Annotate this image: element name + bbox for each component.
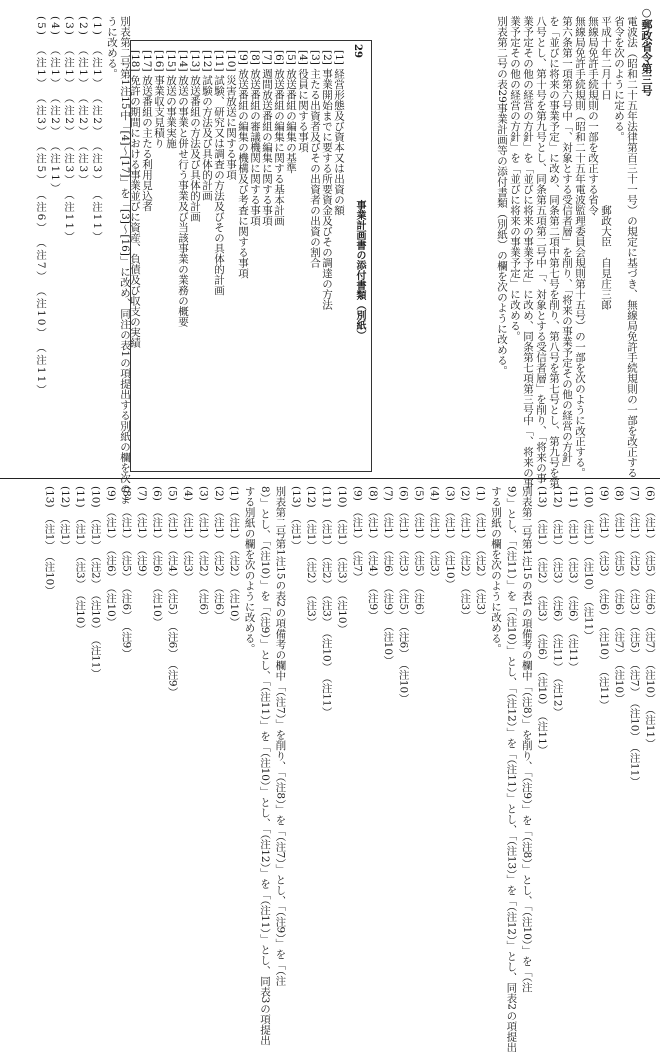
intro-line: 無線局免許手続規則の一部を改正する省令 <box>587 16 599 216</box>
form-item: [16] 事業収支見積り <box>153 50 165 149</box>
intro-line: 別表第二号の表29事業計画等の添付書類（別紙）の欄を次のように改める。 <box>496 16 508 376</box>
lower-line: (8) （注1） （注5） （注6） （注7） （注10） <box>613 486 626 704</box>
lower-line: (10) （注1） （注3） （注10） <box>336 486 348 635</box>
table-row: (5) （注1） （注3） （注5） （注6） （注7） （注10） （注11） <box>35 16 47 397</box>
lower-line: 別表第二号第1注15の表1の項備考の欄中「（注8）」を削り、「（注9）」を「（注8）」とし、「（注10）」を「（注 <box>520 486 533 993</box>
form-item: [4] 役員に関する事項 <box>297 50 309 153</box>
lower-line: (13) （注1） （注10） <box>43 486 56 596</box>
amend-line: 別表第二号第1注15中「[4]〜[17]」を「[3]〜[16]」に改め、同注の表1の項提出する別紙の欄を次のよ <box>119 16 131 505</box>
section-divider <box>0 478 660 479</box>
lower-line: (2) （注1） （注2） （注3） <box>459 486 472 621</box>
intro-line: 八号とし、第十号を第九号とし、同条第五項第二号中「、対象とする受信者層」を削り、「将来の事 <box>535 16 547 484</box>
lower-line: (13) （注1） （注2） （注3） （注6） （注10） （注11） <box>536 486 549 756</box>
lower-line: (2) （注1） （注2） （注6） <box>212 486 225 621</box>
form-item: [13] 放送番組の方法及び具体的計画 <box>189 50 201 222</box>
ordinance-header: ○郵政省令第三号 <box>640 6 653 96</box>
lower-line: (7) （注1） （注9） <box>135 486 148 583</box>
form-item: [12] 試験の方法及び具体的計画 <box>201 50 213 201</box>
intro-line: 第六条第一項第六号中「、対象とする受信者層」を削り、「将来の事業予定その他の経営の方針」 <box>561 16 573 473</box>
lower-line: (11) （注1） （注2） （注3） （注10） （注11） <box>320 486 333 718</box>
lower-line: (1) （注1） （注2） （注3） <box>474 486 487 621</box>
lower-line: (9) （注1） （注6） （注10） <box>105 486 117 628</box>
table-row: (1) （注1） （注2） （注3） （注11） <box>91 16 103 244</box>
form-item: [14] 放送の事業と併せ行う事業及び当該事業の業務の概要 <box>177 50 189 327</box>
form-item: [11] 試験、研究又は調査の方法及びその具体的計画 <box>213 50 225 296</box>
lower-line: (4) （注1） （注3） <box>182 486 194 583</box>
form-number: 29 <box>352 44 363 58</box>
intro-line: 電波法（昭和二十五年法律第百三十一号）の規定に基づき、無線局免許手続規則の一部を改正する <box>626 16 638 478</box>
lower-line: (12) （注1） （注2） （注3） <box>305 486 318 628</box>
intro-line: 無線局免許手続規則（昭和二十五年電波監理委員会規則第十五号）の一部を次のように改正する。 <box>574 16 586 478</box>
lower-line: (10) （注1） （注2） （注10） （注11） <box>89 486 102 679</box>
form-item: [5] 放送番組の編集の基準 <box>285 50 297 174</box>
form-item: [9] 放送番組の編集の機構及び考査に関する事項 <box>237 50 249 279</box>
form-item: [6] 放送番組の編集に関する基本計画 <box>273 50 285 226</box>
lower-line: (12) （注1） （注3） （注6） （注11） （注12） <box>551 486 564 718</box>
lower-line: (4) （注1） （注3） <box>428 486 441 583</box>
lower-line: (5) （注1） （注4） （注5） （注6） （注9） <box>166 486 179 698</box>
lower-line: (1) （注1） （注2） （注10） <box>228 486 241 628</box>
lower-line: (10) （注1） （注10） （注11） <box>582 486 595 641</box>
intro-line: 平成十年二月十日 郵政大臣 自見庄三郎 <box>600 16 612 310</box>
form-title: 事業計画書の添付書類（別紙） <box>354 200 365 340</box>
lower-line: (9) （注1） （注7） <box>351 486 364 583</box>
lower-line: (6) （注1） （注3） （注5） （注6） （注10） <box>397 486 410 704</box>
form-item: [10] 災害放送に関する事項 <box>225 50 237 180</box>
form-item: [15] 放送の事業実施 <box>165 50 177 149</box>
form-item: [3] 主たる出資者及びその出資者の出資の割合 <box>309 50 321 268</box>
lower-line: (8) （注1） （注5） （注6） （注9） <box>120 486 133 659</box>
lower-line: (8) （注1） （注4） （注9） <box>366 486 379 621</box>
form-item: [2] 事業開始までに要する所要資金及びその調達の方法 <box>321 50 333 310</box>
table-row: (3) （注1） （注2） （注3） （注11） <box>63 16 75 244</box>
lower-line: 9）」とし、「（注11）」を「（注10）」とし、「（注12）」を「（注11）」とし、「（注13）」を「（注12）」とし、同表2の項提出 <box>505 486 518 1052</box>
form-item: [7] 週間放送番組の編集に関する事項 <box>261 50 273 226</box>
form-item: [17] 放送番組の主たる利用見込者 <box>141 50 153 212</box>
lower-line: (9) （注1） （注3） （注6） （注10） （注11） <box>597 486 610 711</box>
lower-line: (12) （注1） <box>58 486 71 551</box>
amend-line: うに改める。 <box>106 16 118 79</box>
lower-line: (6) （注1） （注5） （注6） （注7） （注10） （注11） <box>644 486 656 749</box>
intro-line: を「並びに将来の事業予定」に改め、同条第二項中第七号を削り、第八号を第七号とし、第九号を第 <box>548 16 560 489</box>
table-row: (2) （注1） （注2） （注3） <box>77 16 89 187</box>
lower-line: (11) （注1） （注3） （注10） <box>74 486 87 635</box>
lower-line: (6) （注1） （注6） （注10） <box>151 486 164 628</box>
intro-line: 業予定その他の経営の方針」を「並びに将来の事業予定」に改め、同条第七項第三号中「、将来の事 <box>522 16 534 489</box>
lower-line: (7) （注1） （注6） （注9） （注10） <box>382 486 395 666</box>
lower-line: (7) （注1） （注2） （注3） （注5） （注7） （注10） （注11） <box>628 486 641 787</box>
lower-line: (11) （注1） （注3） （注6） （注11） <box>567 486 579 673</box>
form-item: [18] 免許の期間における事業並びに資産、負債及び収支の実績 <box>129 50 141 348</box>
form-item: [1] 経営形態及び資本又は出資の額 <box>333 50 345 216</box>
lower-line: (5) （注1） （注5） （注6） <box>413 486 425 621</box>
intro-line: 省令を次のように定める。 <box>613 16 625 142</box>
lower-line: (3) （注1） （注2） （注6） <box>197 486 210 621</box>
intro-line: 業予定その他の経営の方針」を「並びに将来の事業予定」に改める。 <box>509 16 521 342</box>
form-frame <box>130 40 372 472</box>
lower-line: 別表第二号第1注15の表2の項備考の欄中「（注7）」を削り、「（注8）」を「（注7）」とし、「（注9）」を「（注 <box>274 486 287 986</box>
form-item: [8] 放送番組の審議機関に関する事項 <box>249 50 261 226</box>
table-row: (4) （注1） （注2） （注11） <box>49 16 61 196</box>
lower-line: する別紙の欄を次のように改める。 <box>490 486 502 654</box>
lower-line: (13) （注1） <box>289 486 302 551</box>
lower-line: する別紙の欄を次のように改める。 <box>243 486 256 654</box>
lower-line: 8）」とし、「（注10）」を「（注9）」とし、「（注11）」を「（注10）」とし、「（注12）」を「（注11）」とし、同表3の項提出 <box>259 486 271 1046</box>
lower-line: (3) （注1） （注10） <box>443 486 456 590</box>
